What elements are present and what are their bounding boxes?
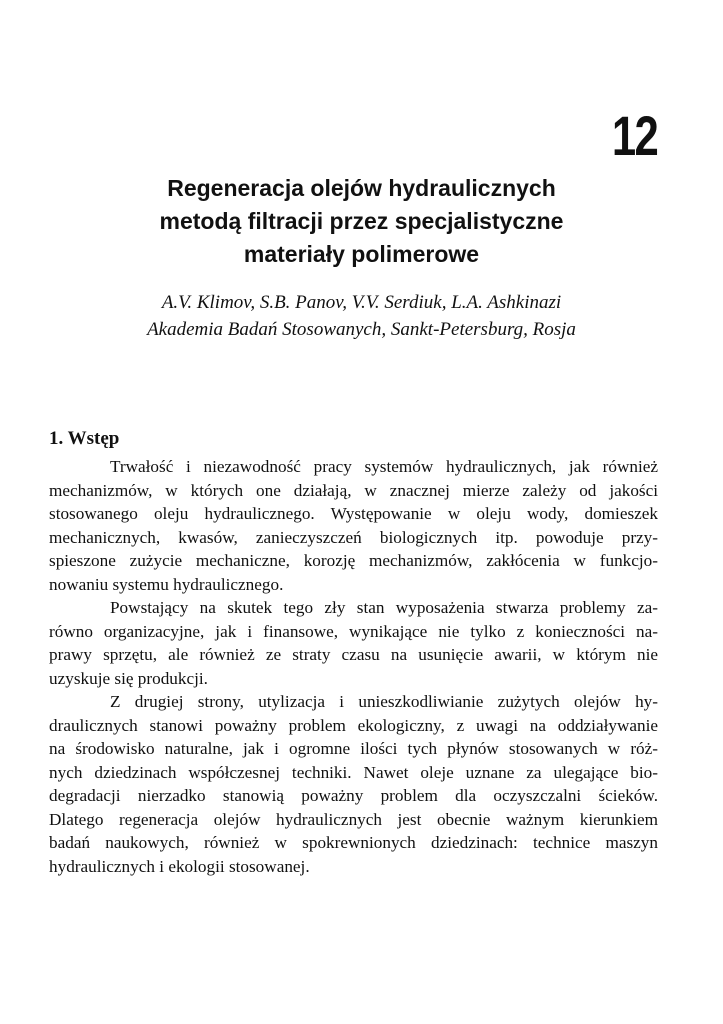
section-heading: 1. Wstęp [49, 428, 120, 449]
text-line: prawy sprzętu, ale również ze straty czasu na usunięcie awarii, w którym nie [49, 645, 658, 664]
title-line: materiały polimerowe [243, 241, 480, 267]
text-line: badań naukowych, również w spokrewnionych dziedzinach: technice maszyn [49, 833, 658, 852]
text-line: Powstający na skutek tego zły stan wyposażenia stwarza problemy za- [110, 598, 658, 617]
text-line: degradacji nierzadko stanowią poważny problem dla oczyszczalni ścieków. [49, 786, 658, 805]
text-line: Trwałość i niezawodność pracy systemów hydraulicznych, jak również [110, 457, 658, 476]
text-line: Z drugiej strony, utylizacja i unieszkodliwianie zużytych olejów hy- [110, 692, 658, 711]
text-line: stosowanego oleju hydraulicznego. Występowanie w oleju wody, domieszek [49, 504, 658, 523]
text-line: na środowisko naturalne, jak i ogromne ilości tych płynów stosowanych w róż- [49, 739, 658, 758]
affiliation: Akademia Badań Stosowanych, Sankt-Petersburg, Rosja [147, 319, 576, 340]
text-line: równo organizacyjne, jak i finansowe, wynikające nie tylko z konieczności na- [49, 621, 658, 641]
body-text [49, 455, 658, 878]
text-line: draulicznych stanowi poważny problem ekologiczny, z uwagi na oddziaływanie [49, 715, 658, 735]
paragraph [49, 596, 658, 690]
text-line: mechanicznych, kwasów, zanieczyszczeń biologicznych itp. powoduje przy- [49, 527, 658, 547]
byline-block [60, 289, 663, 343]
text-line: mechanizmów, w których one działają, w znacznej mierze zależy od jakości [49, 480, 658, 500]
text-line: hydraulicznych i ekologii stosowanej. [49, 856, 310, 876]
paragraph [49, 690, 658, 878]
text-line: nych dziedzinach współczesnej techniki. Nawet oleje uznane za ulegające bio- [49, 762, 658, 782]
authors: A.V. Klimov, S.B. Panov, V.V. Serdiuk, L.A. Ashkinazi [161, 292, 562, 313]
chapter-number: 12 [611, 104, 657, 167]
text-line: Dlatego regeneracja olejów hydraulicznych jest obecnie ważnym kierunkiem [49, 809, 658, 829]
paragraph [49, 455, 658, 596]
text-line: uzyskuje się produkcji. [49, 668, 208, 688]
text-line: spieszone zużycie mechaniczne, korozję mechanizmów, zakłócenia w funkcjo- [49, 551, 658, 570]
title-line: Regeneracja olejów hydraulicznych [167, 175, 556, 201]
text-line: nowaniu systemu hydraulicznego. [49, 574, 284, 594]
article-title [60, 172, 663, 271]
title-line: metodą filtracji przez specjalistyczne [159, 208, 564, 234]
